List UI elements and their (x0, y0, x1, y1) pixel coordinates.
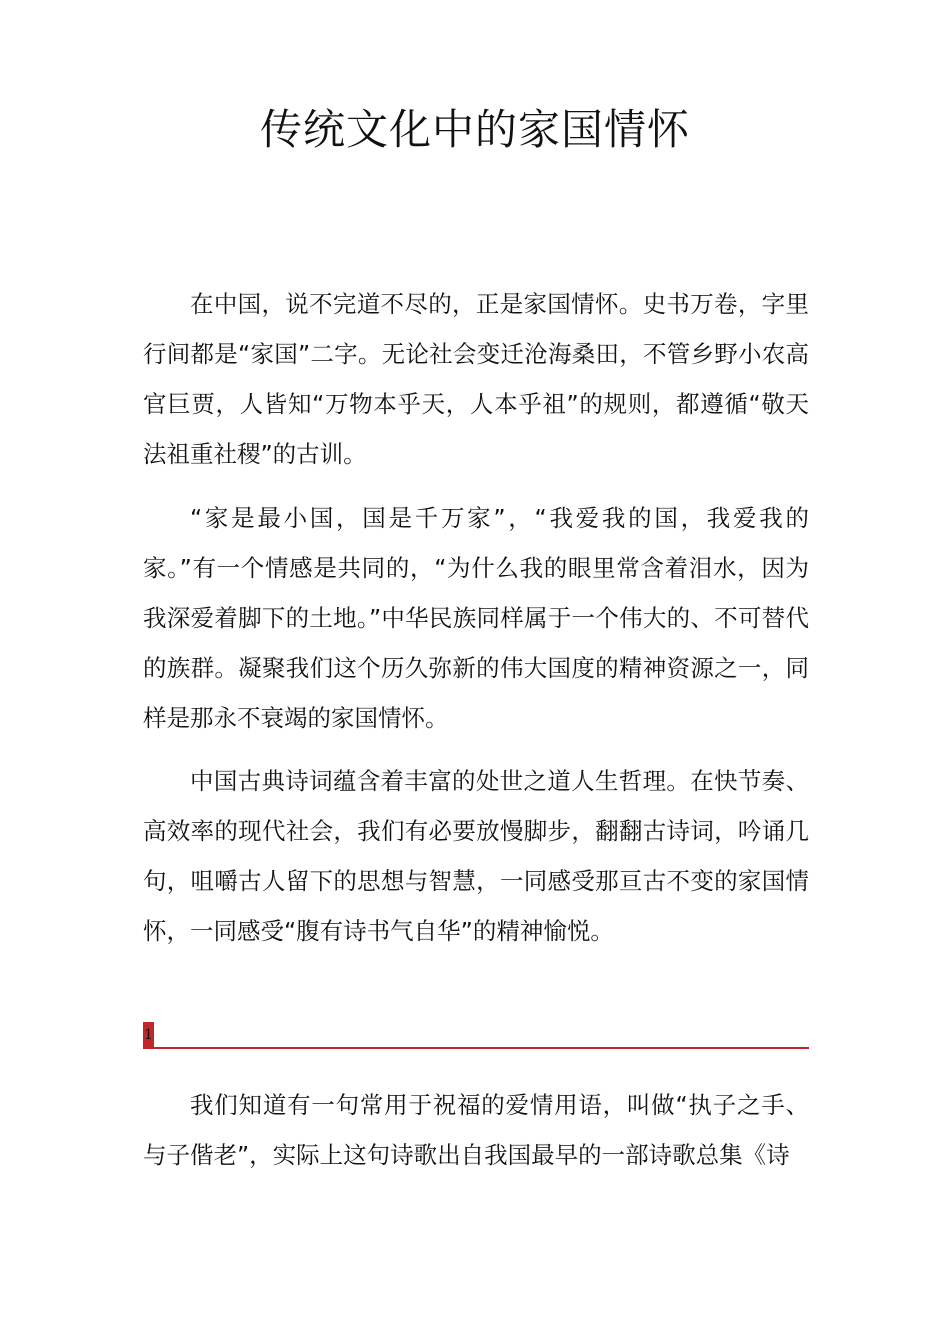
paragraph-3: 中国古典诗词蕴含着丰富的处世之道人生哲理。在快节奏、高效率的现代社会，我们有必要放慢脚步，翻翻古诗词，吟诵几句，咀嚼古人留下的思想与智慧，一同感受那亘古不变的家国情怀，一同感受“腹有诗书气自华”的精神愉悦。 (143, 767, 809, 945)
paragraph-4: 我们知道有一句常用于祝福的爱情用语，叫做“执子之手、与子偕老”，实际上这句诗歌出自我国最早的一部诗歌总集《诗 (143, 1091, 809, 1169)
document-title: 传统文化中的家国情怀 (259, 105, 690, 154)
paragraph-2: “家是最小国，国是千万家”，“我爱我的国，我爱我的家。”有一个情感是共同的，“为什么我的眼里常含着泪水，因为我深爱着脚下的土地。”中华民族同样属于一个伟大的、不可替代的族群。凝聚我们这个历久弥新的伟大国度的精神资源之一，同样是那永不衰竭的家国情怀。 (143, 504, 809, 732)
page-number-badge: 1 (143, 1022, 154, 1048)
page-divider (143, 1047, 809, 1049)
paragraph-1: 在中国，说不完道不尽的，正是家国情怀。史书万卷，字里行间都是“家国”二字。无论社会变迁沧海桑田，不管乡野小农高官巨贾，人皆知“万物本乎天，人本乎祖”的规则，都遵循“敬天法祖重社稷”的古训。 (143, 290, 809, 468)
